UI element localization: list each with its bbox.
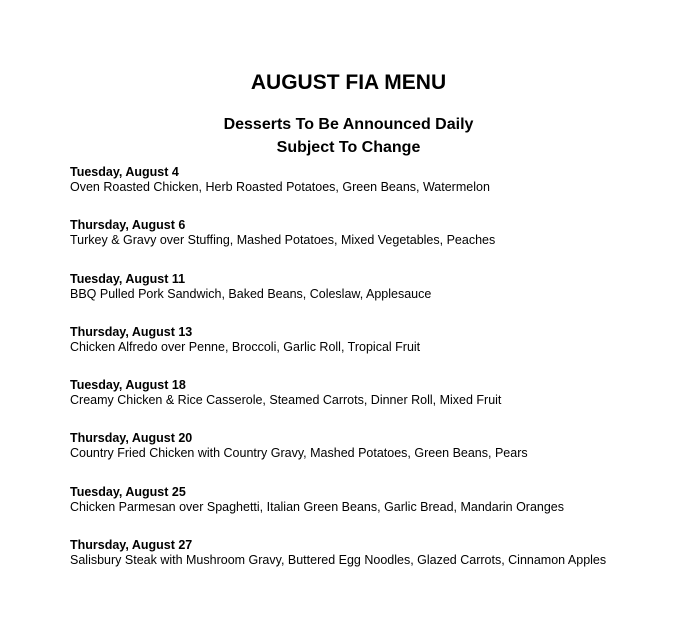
entry-date: Tuesday, August 4 bbox=[70, 165, 179, 179]
menu-entry bbox=[70, 325, 690, 378]
entry-date: Thursday, August 20 bbox=[70, 431, 193, 446]
menu-entry bbox=[70, 538, 690, 591]
entry-date: Thursday, August 13 bbox=[70, 324, 193, 339]
entry-items: Oven Roasted Chicken, Herb Roasted Potatoes, Green Beans, Watermelon bbox=[70, 180, 490, 194]
menu-entry bbox=[70, 272, 690, 325]
entry-items: Chicken Parmesan over Spaghetti, Italian Green Beans, Garlic Bread, Mandarin Oranges bbox=[70, 499, 565, 514]
page-title: AUGUST FIA MENU bbox=[250, 71, 447, 94]
entry-date: Tuesday, August 25 bbox=[70, 484, 186, 499]
entry-date: Thursday, August 6 bbox=[70, 218, 186, 233]
entry-date: Thursday, August 27 bbox=[70, 538, 193, 553]
menu-entry bbox=[70, 485, 690, 538]
entry-date: Tuesday, August 18 bbox=[70, 378, 186, 393]
entry-items: BBQ Pulled Pork Sandwich, Baked Beans, Coleslaw, Applesauce bbox=[70, 286, 432, 301]
menu-entry bbox=[70, 378, 690, 431]
entry-date: Tuesday, August 11 bbox=[70, 271, 186, 286]
entry-items: Country Fried Chicken with Country Gravy, Mashed Potatoes, Green Beans, Pears bbox=[70, 446, 528, 461]
entry-items: Salisbury Steak with Mushroom Gravy, Buttered Egg Noodles, Glazed Carrots, Cinnamon Apples bbox=[70, 553, 607, 568]
entry-items: Creamy Chicken & Rice Casserole, Steamed Carrots, Dinner Roll, Mixed Fruit bbox=[70, 393, 502, 408]
entry-items: Chicken Alfredo over Penne, Broccoli, Garlic Roll, Tropical Fruit bbox=[70, 339, 421, 354]
menu-entry bbox=[70, 165, 690, 218]
menu-entry bbox=[70, 218, 690, 271]
menu-entry bbox=[70, 431, 690, 484]
subtitle-desserts-note: Desserts To Be Announced Daily bbox=[223, 116, 474, 133]
menu-entries-list bbox=[70, 165, 690, 591]
entry-items: Turkey & Gravy over Stuffing, Mashed Potatoes, Mixed Vegetables, Peaches bbox=[70, 233, 496, 248]
subtitle-change-note: Subject To Change bbox=[276, 139, 421, 156]
